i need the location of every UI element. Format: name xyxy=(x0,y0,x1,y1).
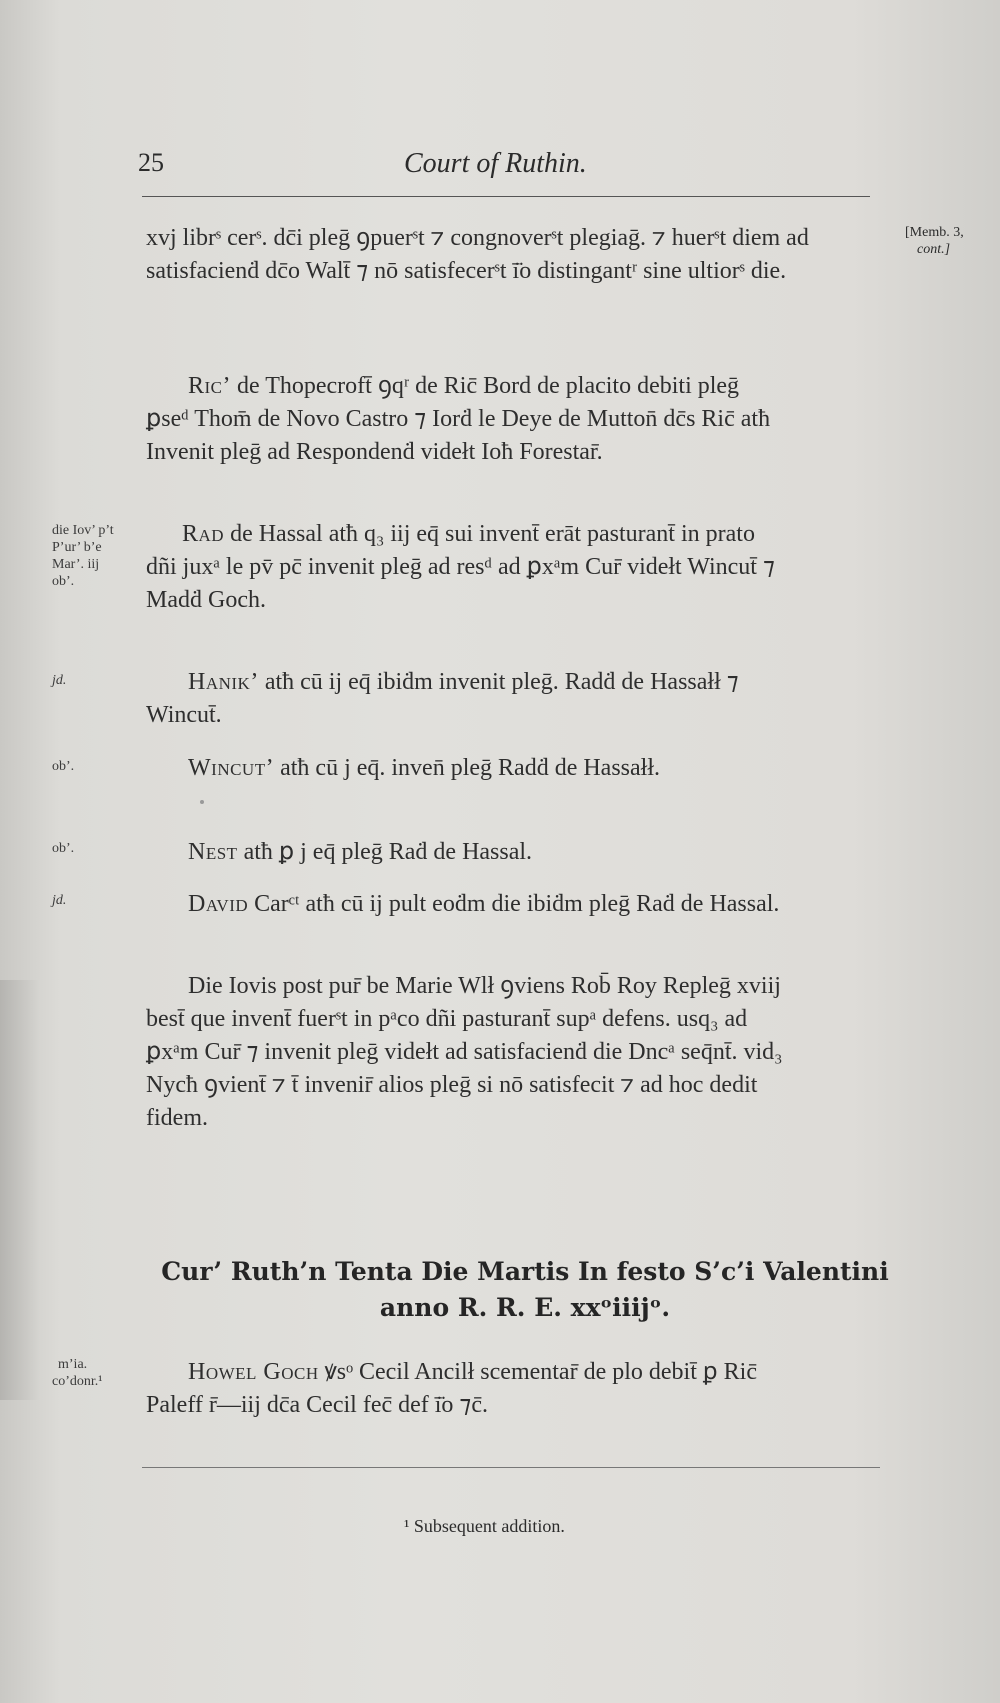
margin-note: ob’. xyxy=(52,759,75,774)
footnote: ¹ Subsequent addition. xyxy=(404,1516,565,1536)
page-number: 25 xyxy=(138,148,164,177)
entry-paragraph: Nest atħ ꝑ j eq̄ pleḡ Raḋ de Hassal. xyxy=(188,839,533,865)
entry-lead: Ric’ xyxy=(188,373,231,399)
running-title: Court of Ruthin. xyxy=(404,148,587,179)
ink-speck xyxy=(200,800,204,804)
entry-paragraph: Die Iovis post pur̄ be Marie Wlł ꝯviens Rob̄ Roy Repleḡ xviij best̄ que invent̄ fuerˢt in pᵃco dñi pasturant̄ supᵃ defens. usq₃ ad ꝑxᵃm Cur̄ ⁊ invenit pleḡ videłt ad satisfacienḋ die Dncᵃ seq̄nt̄. vid₃ Nycħ ꝯvient̄ ⁊ t̄ invenir̄ alios pleḡ si nō satisfecit ⁊ ad hoc dedit fidem. xyxy=(146,973,783,1131)
page-edge-shadow xyxy=(0,980,40,1400)
entry-paragraph: Wincut’ atħ cū j eq̄. inven̄ pleḡ Radḋ de Hassałł. xyxy=(188,755,660,781)
margin-note: jd. xyxy=(52,673,67,688)
margin-note: ob’. xyxy=(52,841,75,856)
entry-paragraph: Howel Goch ꝟsᵒ Cecil Ancilł scementar̄ de plo debit̄ ꝑ Ric̄ Paleff r̄—iij dc̄a Cecil fec̄ def ī̈o ⁊c̄. xyxy=(146,1359,757,1418)
entry-lead: David xyxy=(188,891,249,917)
page-header xyxy=(0,148,1000,188)
footnote-rule xyxy=(142,1467,880,1468)
entry-lead: Wincut’ xyxy=(188,755,275,781)
entry-paragraph: Hanik’ atħ cū ij eq̄ ibiḋm invenit pleḡ. Radḋ de Hassałł ⁊ Wincut̄. xyxy=(146,669,739,728)
membrane-note: [Memb. 3, cont.] xyxy=(905,225,964,257)
entry-paragraph: David Carᶜᵗ atħ cū ij pult eoḋm die ibiḋm pleḡ Raḋ de Hassal. xyxy=(188,891,780,917)
entry-paragraph: Rad de Hassal atħ q₃ iij eq̄ sui invent̄ erāt pasturant̄ in prato dñi juxᵃ le pv̄ pc̄ invenit pleḡ ad resᵈ ad ꝑxᵃm Cur̄ videłt Wincut̄ ⁊ Madḋ Goch. xyxy=(146,521,775,613)
entry-paragraph: xvj librˢ cerˢ. dc̄i pleḡ ꝯpuerˢt ⁊ congnoverˢt plegiaḡ. ⁊ huerˢt diem ad satisfacienḋ dc̄o Walt̄ ⁊ nō satisfecerˢt ī̈o distingantʳ sine ultiorˢ die. xyxy=(146,225,809,284)
entry-paragraph: Ric’ de Thopecroft̄ ꝯqʳ de Ric̄ Bord de placito debiti pleḡ ꝑseᵈ Thom̄ de Novo Castro ⁊ Iorḋ le Deye de Mutton̄ dc̄s Ric̄ atħ Invenit pleḡ ad Respondenḋ videłt Ioħ Forestar̄. xyxy=(146,373,771,465)
margin-note: m’ia. co’donr.¹ xyxy=(52,1357,103,1389)
header-rule xyxy=(142,196,870,197)
entry-lead: Nest xyxy=(188,839,238,865)
entry-lead: Howel Goch xyxy=(188,1359,319,1385)
entry-lead: Rad xyxy=(182,521,225,547)
margin-note: die Iov’ p’t P’ur’ b’e Mar’. iij ob’. xyxy=(52,523,114,589)
entry-lead: Hanik’ xyxy=(188,669,259,695)
section-heading: Cur’ Ruth’n Tenta Die Martis In festo S’c’i Valentini anno R. R. E. xxᵒiiijᵒ. xyxy=(161,1257,889,1322)
margin-note: jd. xyxy=(52,893,67,908)
